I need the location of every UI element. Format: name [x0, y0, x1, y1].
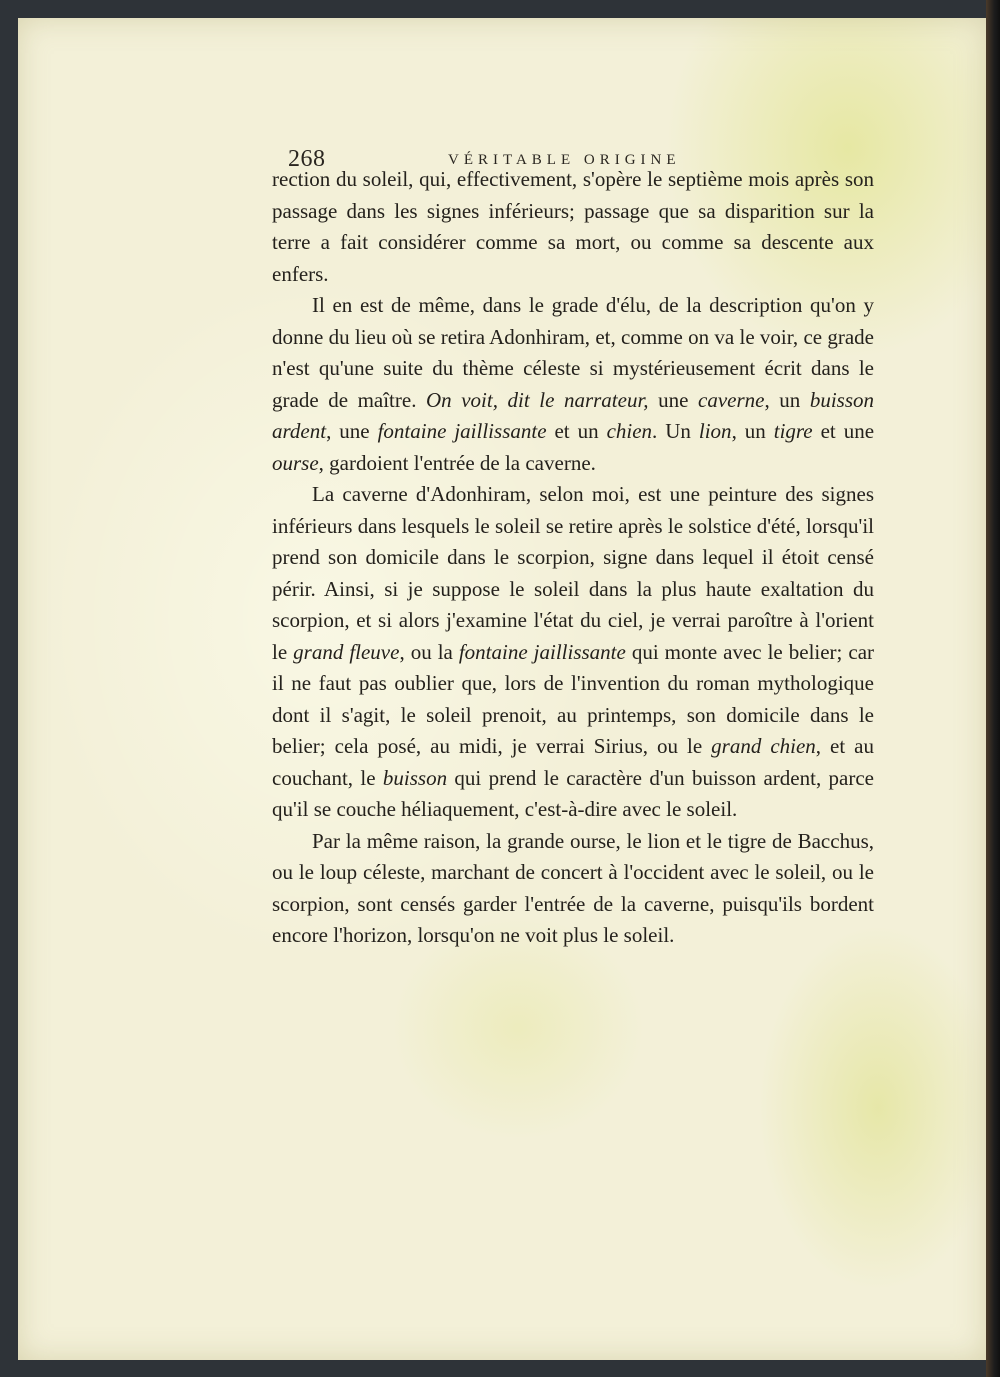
text-run: La caverne d'Adonhiram, selon moi, est une peinture des signes inférieurs dans lesquels le soleil se retire après le solstice d'été, lorsqu'il prend son domicile dans le scorpion, signe dans lequel il étoit censé périr. Ainsi, si je suppose le soleil dans la plus haute exaltation du scorpion, et si alors j'examine l'état du ciel, je verrai paroître à l'orient le [272, 482, 874, 664]
italic-phrase: grand chien [711, 734, 816, 758]
italic-phrase: ourse [272, 450, 319, 475]
text-run: . Un [652, 419, 699, 443]
text-run: et une [812, 419, 875, 443]
italic-phrase: grand fleuve [293, 639, 400, 664]
paragraph [272, 290, 874, 479]
text-run: et un [546, 419, 607, 443]
text-run: , une [326, 419, 378, 443]
text-run: qui monte avec le belier; car il ne faut pas oublier que, lors de l'invention du roman mythologique dont il s'agit, le soleil prenoit, au printemps, son domicile dans le belier; cela posé, au midi, je verrai Sirius, ou le [272, 639, 875, 758]
paragraph [272, 479, 874, 826]
text-run: , ou la [399, 639, 459, 664]
italic-phrase: fontaine jaillissante [458, 639, 626, 664]
paragraph [272, 826, 874, 952]
italic-phrase: fontaine jaillissante [377, 419, 547, 443]
text-run: , un [731, 419, 774, 443]
italic-phrase: caverne [698, 387, 765, 412]
text-run: qui prend le caractère d'un buisson ardent, parce qu'il se couche héliaquement, c'est-à-dire avec le soleil. [272, 765, 875, 821]
italic-phrase: chien [606, 419, 653, 443]
italic-phrase: tigre [773, 419, 813, 443]
text-run: Par la même raison, la grande ourse, le lion et le tigre de Bacchus, ou le loup céleste, marchant de concert à l'occident avec le soleil, ou le scorpion, sont censés garder l'entrée de la caverne, puisqu'ils bordent encore l'horizon, lorsqu'on ne voit plus le soleil. [272, 828, 874, 947]
body-text [272, 164, 874, 952]
running-title: VÉRITABLE ORIGINE [448, 152, 681, 168]
italic-phrase: buisson ardent [272, 387, 875, 443]
text-run: , un [764, 387, 810, 412]
italic-phrase: On voit, dit le narrateur, [426, 387, 649, 412]
italic-phrase: buisson [382, 765, 448, 790]
text-run: une [648, 387, 698, 412]
text-run: Il en est de même, dans le grade d'élu, de la description qu'on y donne du lieu où se retira Adonhiram, et, comme on va le voir, ce grade n'est qu'une suite du thème céleste si mystérieusement écrit dans le grade de maître. [272, 293, 874, 412]
book-binding-edge [986, 0, 1000, 1377]
paragraph [272, 164, 874, 290]
text-run: , et au couchant, le [272, 734, 874, 790]
page-number: 268 [288, 146, 326, 172]
text-run: , gardoient l'entrée de la caverne. [318, 450, 596, 475]
italic-phrase: lion [698, 419, 732, 443]
text-run: rection du soleil, qui, effectivement, s'opère le septième mois après son passage dans les signes inférieurs; passage que sa disparition sur la terre a fait considérer comme sa mort, ou comme sa descente aux enfers. [272, 167, 874, 286]
